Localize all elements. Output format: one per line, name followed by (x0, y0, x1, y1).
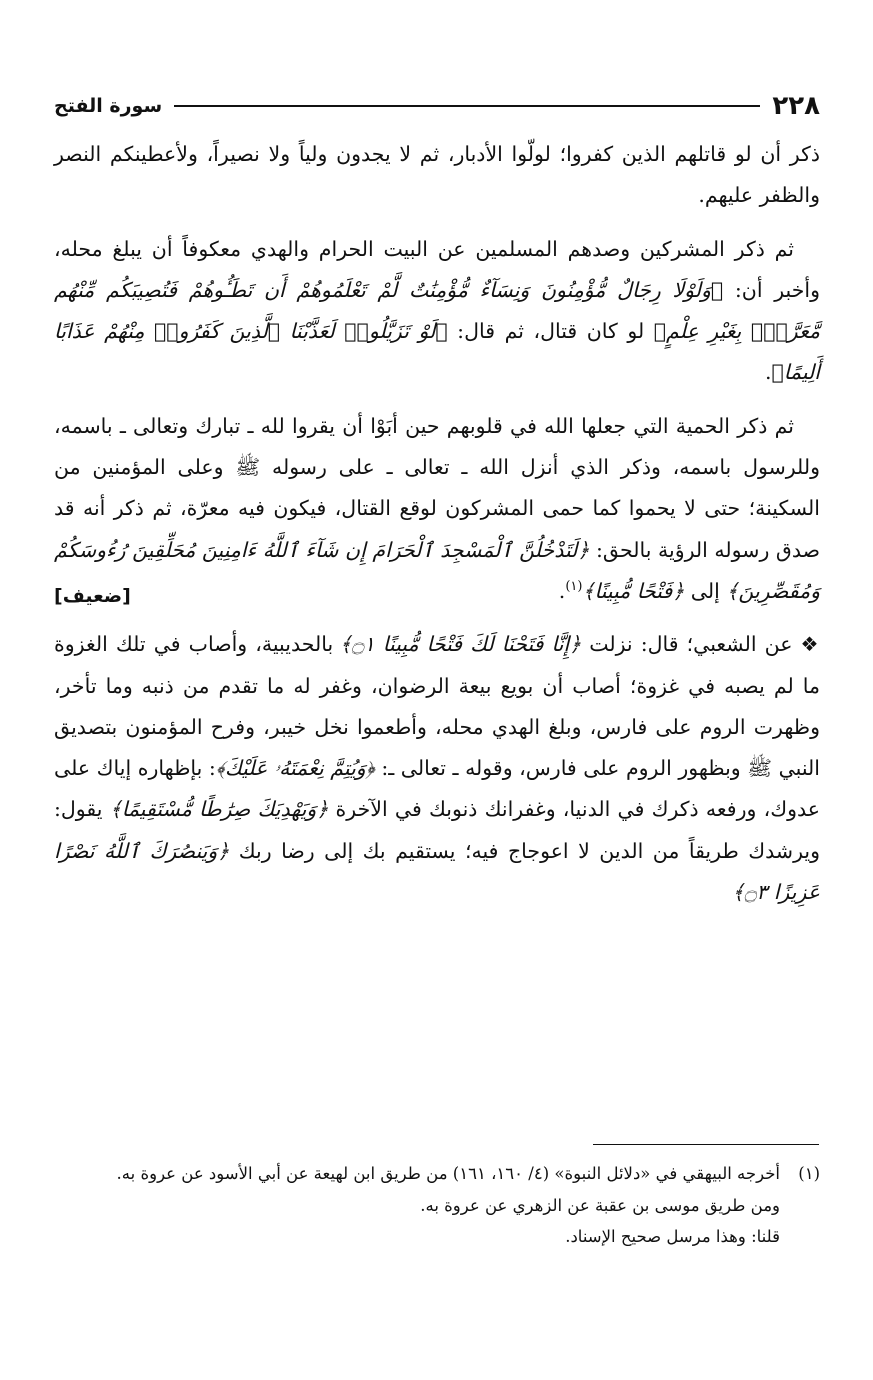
quran-verse: ﴿وَلَوْلَا رِجَالٌ مُّؤْمِنُونَ وَنِسَآءٌ مُّؤْمِنَٰتٌ لَّمْ تَعْلَمُوهُمْ أَن تَطَـُٔوهُمْ فَتُصِيبَكُم مِّنْهُم مَّعَرَّةٌۢ بِغَيْرِ عِلْمٍ﴾ (54, 277, 820, 344)
quran-verse: ﴿وَيَنصُرَكَ ٱللَّهُ نَصْرًا عَزِيزًا ۝٣﴾ (54, 838, 820, 905)
paragraph-3-text-c: . (558, 578, 566, 603)
quran-verse: ﴿لَوْ تَزَيَّلُوا۟ لَعَذَّبْنَا ٱلَّذِينَ كَفَرُوا۟ مِنْهُمْ عَذَابًا أَلِيمًا﴾ (54, 319, 820, 385)
quran-verse: ﴿إِنَّا فَتَحْنَا لَكَ فَتْحًا مُّبِينًا ۝١﴾ (339, 632, 582, 657)
paragraph-1 (54, 134, 820, 217)
footnote-reference: (١) (565, 579, 583, 595)
paragraph-1-text: ذكر أن لو قاتلهم الذين كفروا؛ لولّوا الأدبار، ثم لا يجدون ولياً ولا نصيراً، ولأعطينكم النصر والظفر عليهم. (54, 142, 820, 208)
header-rule (174, 105, 760, 107)
running-header (54, 80, 820, 132)
paragraph-2-text-b: لو كان قتال، ثم قال: (447, 319, 654, 344)
paragraph-2-text-a: ثم ذكر المشركين وصدهم المسلمين عن البيت الحرام والهدي معكوفاً أن يبلغ محله، وأخبر أن: (54, 236, 820, 302)
footnote-separator (593, 1144, 819, 1145)
footnote-number: (١) (798, 1164, 820, 1183)
book-page (54, 80, 820, 925)
surah-title: سورة الفتح (54, 95, 163, 117)
footnote-text: أخرجه البيهقي في «دلائل النبوة» (٤/ ١٦٠، ١٦١) من طريق ابن لهيعة عن أبي الأسود عن عروة به. (116, 1164, 780, 1183)
paragraph-4-text-b: بالحديبية، وأصاب في تلك الغزوة ما لم يصبه في غزوة؛ أصاب أن بويع بيعة الرضوان، وغفر له ما تقدم من ذنبه وما تأخر، وظهرت الروم على فارس، وبلغ الهدي محله، وأطعموا نخل خيبر، وفرح المؤمنون بتصديق النبي ﷺ وبظهور الروم على فارس، وقوله ـ تعالى ـ: (54, 632, 820, 781)
paragraph-3 (54, 406, 820, 612)
quran-verse: ﴿وَيُتِمَّ نِعْمَتَهُۥ عَلَيْكَ﴾ (215, 756, 375, 781)
quran-verse: ﴿وَيَهْدِيَكَ صِرَٰطًا مُّسْتَقِيمًا﴾ (109, 797, 329, 822)
bullet-diamond-icon: ❖ (800, 632, 820, 657)
hadith-grade: [ضعيف] (54, 585, 131, 608)
footnotes (54, 1158, 820, 1253)
footnote-1-line-2: ومن طريق موسى بن عقبة عن الزهري عن عروة به. (420, 1195, 780, 1215)
paragraph-3-text-a: ثم ذكر الحمية التي جعلها الله في قلوبهم حين أبَوْا أن يقروا لله ـ تبارك وتعالى ـ باسمه، وللرسول باسمه، وذكر الذي أنزل الله ـ تعالى ـ على رسوله ﷺ وعلى المؤمنين من السكينة؛ حتى لا يحموا كما حمى المشركون لوقع القتال، فيكون فيه معرّة، ثم ذكر أنه قد صدق رسوله الرؤية بالحق: (54, 413, 820, 562)
body-text (54, 134, 820, 913)
paragraph-4-text-c: : بإظهاره إياك على عدوك، ورفعه ذكرك في الدنيا، وغفرانك ذنوبك في الآخرة (54, 756, 821, 822)
paragraph-3-text-b: إلى (684, 578, 727, 603)
paragraph-2-text-c: . (764, 360, 772, 385)
footnote-1 (54, 1158, 820, 1190)
quran-verse: ﴿لَتَدْخُلُنَّ ٱلْمَسْجِدَ ٱلْحَرَامَ إِن شَآءَ ٱللَّهُ ءَامِنِينَ مُحَلِّقِينَ رُءُوسَكُمْ وَمُقَصِّرِينَ﴾ (54, 537, 820, 603)
paragraph-4-text-d: يقول: ويرشدك طريقاً من الدين لا اعوجاج فيه؛ يستقيم بك إلى رضا ربك (54, 797, 820, 863)
paragraph-4-text-a: عن الشعبي؛ قال: نزلت (581, 632, 801, 657)
footnote-1-line-3: قلنا: وهذا مرسل صحيح الإسناد. (565, 1227, 780, 1246)
page-number: ٢٢٨ (772, 91, 820, 121)
quran-verse: ﴿فَتْحًا مُّبِينًا﴾ (582, 578, 685, 603)
paragraph-2 (54, 229, 820, 394)
paragraph-4 (54, 624, 820, 913)
